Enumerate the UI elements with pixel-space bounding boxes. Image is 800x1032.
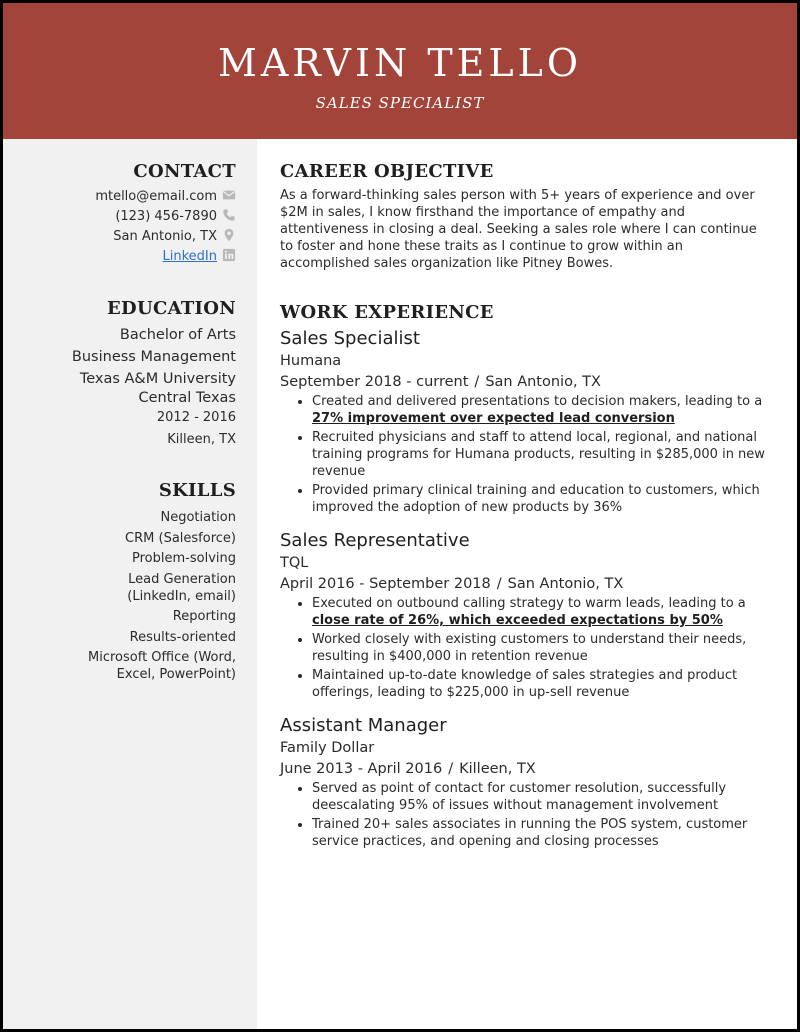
- job-dates-location: [280, 574, 770, 595]
- main-content: [280, 139, 770, 852]
- job-dates-location: [280, 372, 770, 393]
- job-dates-location: [280, 759, 770, 780]
- bullet-highlight: 27% improvement over expected lead conversion: [312, 411, 675, 426]
- list-item: [312, 816, 770, 850]
- skill-item: Results-oriented: [129, 629, 236, 645]
- skill-item: Reporting: [172, 609, 236, 624]
- job-dates: April 2016 - September 2018: [280, 576, 491, 592]
- bullet-text: Worked closely with existing customers to understand their needs, resulting in $400,000 in retention revenue: [312, 632, 747, 664]
- skill-item: CRM (Salesforce): [125, 530, 236, 546]
- job-title: Assistant Manager: [280, 715, 447, 736]
- job-title: Sales Specialist: [280, 328, 420, 349]
- education-degree: Bachelor of Arts: [119, 327, 236, 343]
- contact-heading: CONTACT: [133, 161, 236, 182]
- bullet-text: Maintained up-to-date knowledge of sales strategies and product offerings, leading to $225,000 in up-sell revenue: [312, 668, 738, 700]
- contact-section: [16, 161, 236, 267]
- date-separator: /: [496, 576, 502, 592]
- job-company: Humana: [280, 353, 342, 369]
- date-separator: /: [474, 374, 480, 390]
- sidebar: [3, 139, 257, 1029]
- job-dates: September 2018 - current: [280, 374, 469, 390]
- education-school: Texas A&M University: [79, 371, 236, 387]
- candidate-role: SALES SPECIALIST: [315, 94, 485, 112]
- skill-item: Problem-solving: [132, 551, 236, 566]
- location-text: San Antonio, TX: [113, 229, 217, 244]
- list-item: [312, 780, 770, 814]
- job-dates: June 2013 - April 2016: [280, 761, 443, 777]
- envelope-icon: [222, 188, 236, 202]
- job-entry: [280, 714, 770, 850]
- list-item: [312, 482, 770, 516]
- skill-item: Lead Generation (LinkedIn, email): [127, 571, 236, 604]
- bullet-text: Trained 20+ sales associates in running the POS system, customer service practices, and opening and closing processes: [312, 817, 748, 849]
- education-location: Killeen, TX: [167, 432, 236, 447]
- education-years: 2012 - 2016: [156, 410, 236, 425]
- phone-text[interactable]: (123) 456-7890: [115, 209, 217, 224]
- job-company: TQL: [280, 555, 309, 571]
- contact-email[interactable]: [16, 187, 236, 207]
- resume-header: [3, 3, 797, 139]
- linkedin-link[interactable]: LinkedIn: [162, 249, 217, 264]
- contact-linkedin[interactable]: [16, 247, 236, 267]
- skills-section: [16, 480, 236, 683]
- list-item: [312, 595, 770, 629]
- job-entry: [280, 327, 770, 516]
- candidate-name: MARVIN TELLO: [217, 41, 583, 85]
- list-item: [312, 429, 770, 480]
- bullet-text: Created and delivered presentations to decision makers, leading to a: [312, 394, 763, 409]
- contact-phone[interactable]: [16, 207, 236, 227]
- skill-item: Negotiation: [160, 510, 236, 525]
- bullet-text: Recruited physicians and staff to attend local, regional, and national training programs for Humana products, resulting in $285,000 in new revenue: [312, 430, 765, 479]
- job-location: San Antonio, TX: [485, 374, 601, 390]
- bullet-text: Served as point of contact for customer resolution, successfully deescalating 95% of issues without management involvement: [312, 781, 727, 813]
- list-item: [312, 393, 770, 427]
- job-location: Killeen, TX: [459, 761, 536, 777]
- job-bullets: [280, 595, 770, 701]
- skills-heading: SKILLS: [158, 480, 236, 501]
- bullet-highlight: close rate of 26%, which exceeded expectations by 50%: [312, 613, 723, 628]
- sidebar-content: [16, 139, 236, 687]
- education-heading: EDUCATION: [107, 298, 236, 319]
- skill-item: Microsoft Office (Word, Excel, PowerPoint): [88, 650, 236, 682]
- list-item: [312, 667, 770, 701]
- job-company: Family Dollar: [280, 740, 375, 756]
- experience-section: [280, 302, 770, 850]
- objective-text: As a forward-thinking sales person with 5+ years of experience and over $2M in sales, I know firsthand the importance of empathy and attentiveness in closing a deal. Seeking a sales role where I can continue to foster and hone these traits as I continue to grow within an accomplished sales organization like Pitney Bowes.: [280, 188, 757, 271]
- contact-location: [16, 227, 236, 247]
- location-pin-icon: [222, 228, 236, 242]
- date-separator: /: [448, 761, 454, 777]
- bullet-text: Executed on outbound calling strategy to warm leads, leading to a: [312, 596, 746, 611]
- job-title: Sales Representative: [280, 530, 470, 551]
- job-location: San Antonio, TX: [507, 576, 624, 592]
- education-school-campus: Central Texas: [138, 390, 236, 406]
- education-major: Business Management: [71, 349, 236, 365]
- job-bullets: [280, 393, 770, 516]
- bullet-text: Provided primary clinical training and education to customers, which improved the adoption of new products by 36%: [312, 483, 760, 515]
- linkedin-icon: [222, 248, 236, 262]
- list-item: [312, 631, 770, 665]
- job-bullets: [280, 780, 770, 850]
- objective-heading: CAREER OBJECTIVE: [280, 161, 494, 182]
- phone-icon: [222, 208, 236, 222]
- email-text[interactable]: mtello@email.com: [95, 189, 217, 204]
- education-section: [16, 298, 236, 450]
- job-entry: [280, 529, 770, 701]
- objective-section: [280, 161, 770, 272]
- experience-heading: WORK EXPERIENCE: [280, 302, 494, 323]
